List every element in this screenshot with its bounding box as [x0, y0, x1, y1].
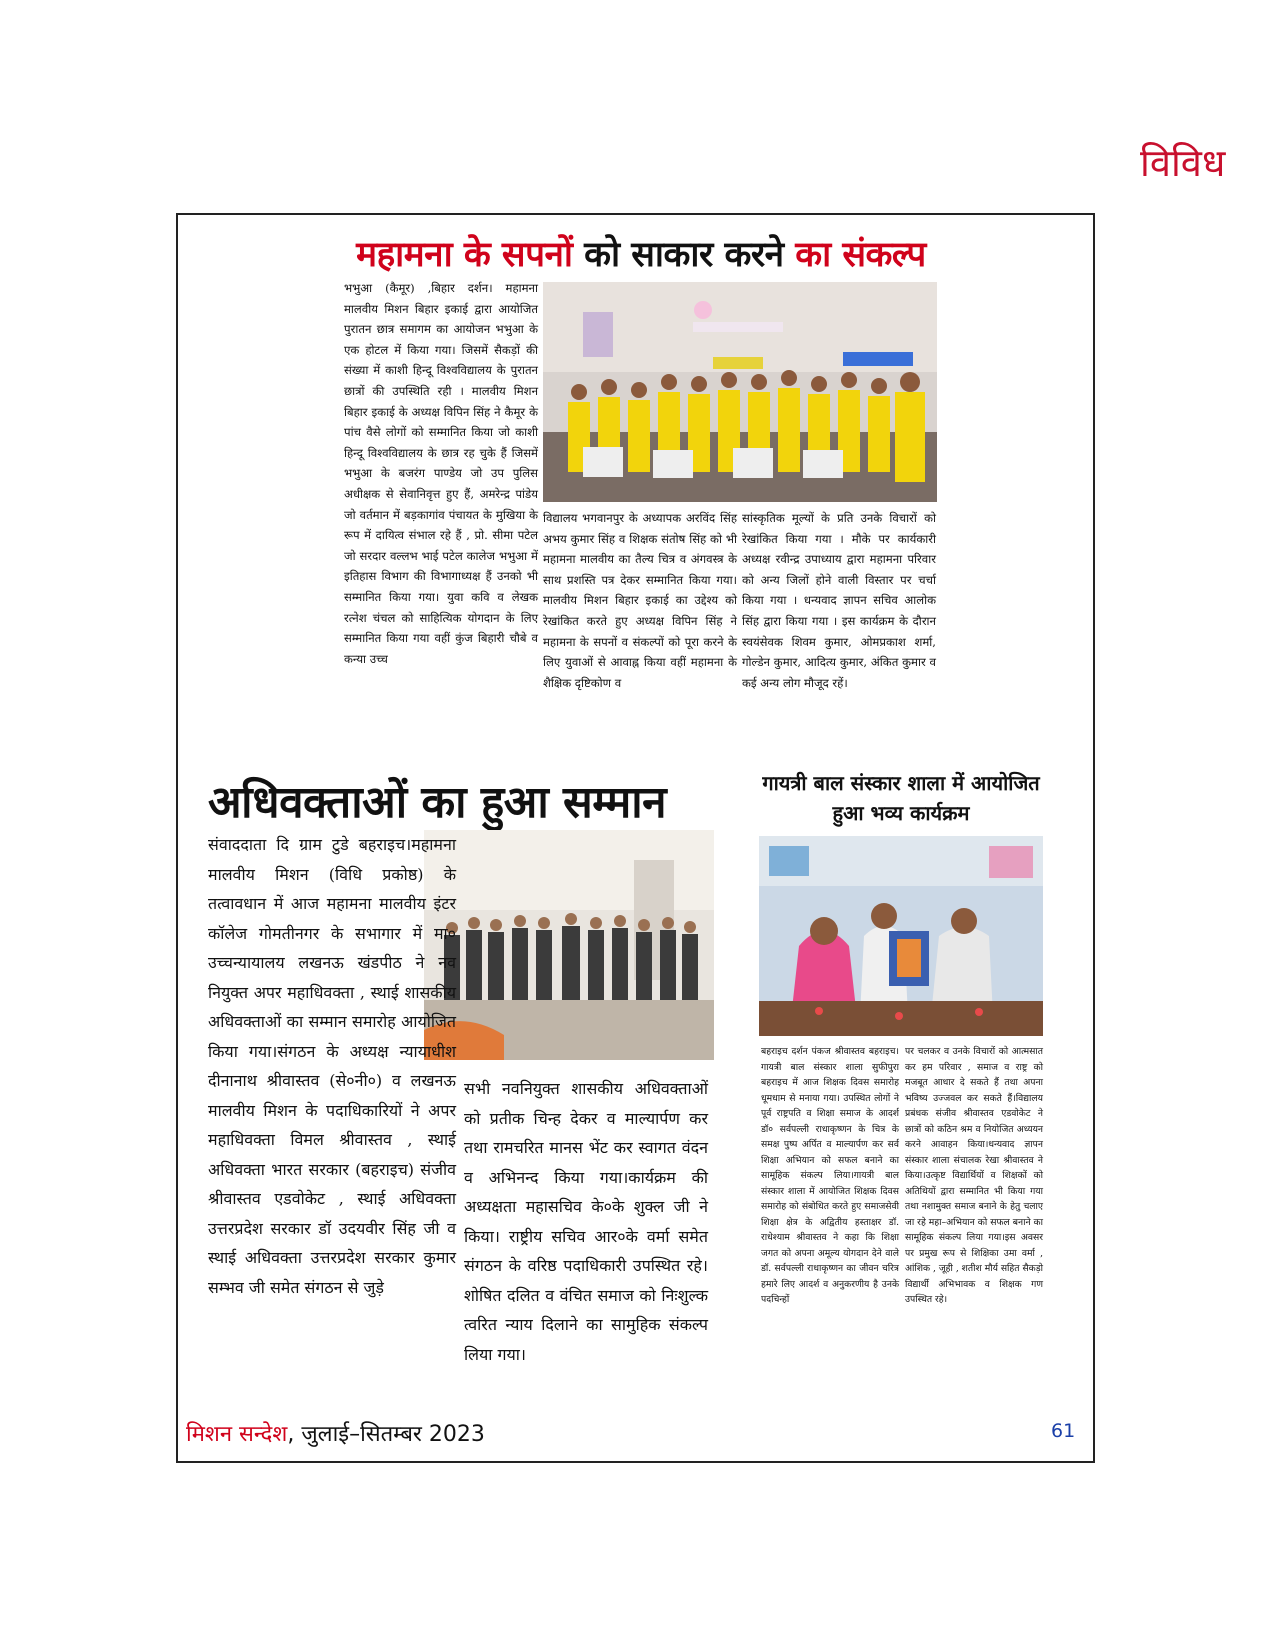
headline-red-part-1: महामना के सपनों — [356, 235, 573, 275]
article-gayatri-bal-sanskar — [753, 762, 1049, 1400]
article2-group-photo — [424, 830, 714, 1060]
headline-red-part-2: का संकल्प — [795, 235, 926, 275]
advocates-photo-illustration — [424, 830, 714, 1060]
article3-column-2: पर चलकर व उनके विचारों को आत्मसात कर हम परिवार , समाज व राष्ट्र को मजबूत आधार दे सकते हैं तथा अपना भविष्य उज्जवल कर सकते हैं।विद्यालय प्रबंधक संजीव श्रीवास्तव एडवोकेट ने छात्रों को कठिन श्रम व नियोजित अध्ययन करने आवाहन किया।धन्यवाद ज्ञापन संस्कार शाला संचालक रेखा श्रीवास्तव ने किया।उत्कृष्ट विद्यार्थियों व शिक्षकों को अतिथियों द्वारा सम्मानित भी किया गया तथा नशामुक्त समाज बनाने के हेतु चलाए जा रहे महा–अभियान को सफल बनाने का सामूहिक संकल्प लिया गया।इस अवसर पर प्रमुख रूप से शिक्षिका उमा वर्मा , आंशिक , जूही , शतीश मौर्य सहित सैकड़ो विद्यार्थी अभिभावक व शिक्षक गण उपस्थित रहे। — [905, 1046, 1044, 1305]
article1-group-photo — [543, 282, 937, 502]
article1-headline — [340, 230, 942, 277]
article2-headline: अधिवक्ताओं का हुआ सम्मान — [208, 777, 667, 828]
article2-column-1: संवाददाता दि ग्राम टुडे बहराइच।महामना मालवीय मिशन (विधि प्रकोष्ठ) के तत्वावधान में आज महामना मालवीय इंटर कॉलेज गोमतीनगर के सभागार में मा० उच्चन्यायालय लखनऊ खंडपीठ ने नव नियुक्त अपर महाधिवक्ता , स्थाई शासकीय अधिवक्ताओं का सम्मान समारोह आयोजित किया गया।संगठन के अध्यक्ष न्यायाधीश दीनानाथ श्रीवास्तव (से०नी०) व लखनऊ मालवीय मिशन के पदाधिकारियों ने अपर महाधिवक्ता विमल श्रीवास्तव , स्थाई अधिवक्ता भारत सरकार (बहराइच) संजीव श्रीवास्तव एडवोकेट , स्थाई अधिवक्ता उत्तरप्रदेश सरकार डॉ उदयवीर सिंह जी व स्थाई अधिवक्ता उत्तरप्रदेश सरकार कुमार सम्भव जी समेत संगठन से जुड़े — [208, 835, 456, 1297]
article3-column-1: बहराइच दर्शन पंकज श्रीवास्तव बहराइच। गायत्री बाल संस्कार शाला सुफीपुरा बहराइच में आज शिक्षक दिवस समारोह धूमधाम से मनाया गया। उपस्थित लोगों ने पूर्व राष्ट्रपति व शिक्षा समाज के आदर्श डॉ० सर्वपल्ली राधाकृष्णन के चित्र के समक्ष पुष्प अर्पित व माल्यार्पण कर सर्व शिक्षा अभियान को सफल बनाने का सामूहिक संकल्प लिया।गायत्री बाल संस्कार शाला में आयोजित शिक्षक दिवस समारोह को संबोधित करते हुए समाजसेवी शिक्षा क्षेत्र के अद्वितीय हस्ताक्षर डॉ. राधेश्याम श्रीवास्तव ने कहा कि शिक्षा जगत को अपना अमूल्य योगदान देने वाले डॉ. सर्वपल्ली राधाकृष्णन का जीवन चरित्र हमारे लिए आदर्श व अनुकरणीय है उनके पदचिन्हों — [761, 1046, 899, 1305]
footer-issue: , जुलाई–सितम्बर 2023 — [287, 1422, 485, 1447]
group-photo-illustration — [543, 282, 937, 502]
footer-brand: मिशन सन्देश — [186, 1422, 288, 1447]
event-photo-illustration — [759, 836, 1043, 1036]
page-number: 61 — [1051, 1420, 1076, 1442]
section-label: विविध — [1140, 141, 1226, 185]
footer-publication — [186, 1418, 485, 1448]
article-mahamana-sankalp — [340, 222, 942, 759]
article2-column-2: सभी नवनियुक्त शासकीय अधिवक्ताओं को प्रतीक चिन्ह देकर व माल्यार्पण कर तथा रामचरित मानस भेंट कर स्वागत वंदन व अभिनन्द किया गया।कार्यक्रम की अध्यक्षता महासचिव के०के शुक्ल जी ने किया। राष्ट्रीय सचिव आर०के वर्मा समेत संगठन के वरिष्ठ पदाधिकारी उपस्थित रहे।शोषित दलित व वंचित समाज को निःशुल्क त्वरित न्याय दिलाने का सामुहिक संकल्प लिया गया। — [464, 1079, 708, 1364]
headline-black-part: को साकार करने — [572, 235, 796, 275]
article3-headline: गायत्री बाल संस्कार शाला में आयोजित हुआ भव्य कार्यक्रम — [762, 771, 1040, 825]
article3-event-photo — [759, 836, 1043, 1036]
article-adhivakta-samman — [198, 770, 716, 1390]
article1-column-3: सांस्कृतिक मूल्यों के प्रति उनके विचारों को रेखांकित किया गया । मौके पर कार्यकारी अध्यक्ष रवीन्द्र उपाध्याय द्वारा महामना परिवार को अन्य जिलों होने वाली विस्तार पर चर्चा किया गया । धन्यवाद ज्ञापन सचिव आलोक सिंह द्वारा किया गया । इस कार्यक्रम के दौरान स्वयंसेवक शिवम कुमार, ओमप्रकाश शर्मा, गोल्डेन कुमार, आदित्य कुमार, अंकित कुमार व कई अन्य लोग मौजूद रहें। — [742, 511, 936, 690]
article1-column-1: भभुआ (कैमूर) ,बिहार दर्शन। महामना मालवीय मिशन बिहार इकाई द्वारा आयोजित पुरातन छात्र समागम का आयोजन भभुआ के एक होटल में किया गया। जिसमें सैकड़ों की संख्या में काशी हिन्दू विश्वविद्यालय के पुरातन छात्रों की उपस्थिति रही । मालवीय मिशन बिहार इकाई के अध्यक्ष विपिन सिंह ने कैमूर के पांच वैसे लोगों को सम्मानित किया जो काशी हिन्दू विश्वविद्यालय के छात्र रह चुके हैं जिसमें भभुआ के बजरंग पाण्डेय जो उप पुलिस अधीक्षक से सेवानिवृत्त हुए हैं, अमरेन्द्र पांडेय जो वर्तमान में बड़कागांव पंचायत के मुखिया के रूप में दायित्व संभाल रहे हैं , प्रो. सीमा पटेल जो सरदार वल्लभ भाई पटेल कालेज भभुआ में इतिहास विभाग की विभागाध्यक्ष हैं उनको भी सम्मानित किया गया। युवा कवि व लेखक रत्नेश चंचल को साहित्यिक योगदान के लिए सम्मानित किया गया वहीं कुंज बिहारी चौबे व कन्या उच्च — [344, 281, 538, 666]
article1-column-2: विद्यालय भगवानपुर के अध्यापक अरविंद सिंह अभय कुमार सिंह व शिक्षक संतोष सिंह को भी महामना मालवीय का तैल्य चित्र व अंगवस्त्र के साथ प्रशस्ति पत्र देकर सम्मानित किया गया। मालवीय मिशन बिहार इकाई का उद्देश्य को रेखांकित करते हुए अध्यक्ष विपिन सिंह ने महामना के सपनों व संकल्पों को पूरा करने के लिए युवाओं से आवाह्न किया वहीं महामना के शैक्षिक दृष्टिकोण व — [543, 511, 737, 690]
